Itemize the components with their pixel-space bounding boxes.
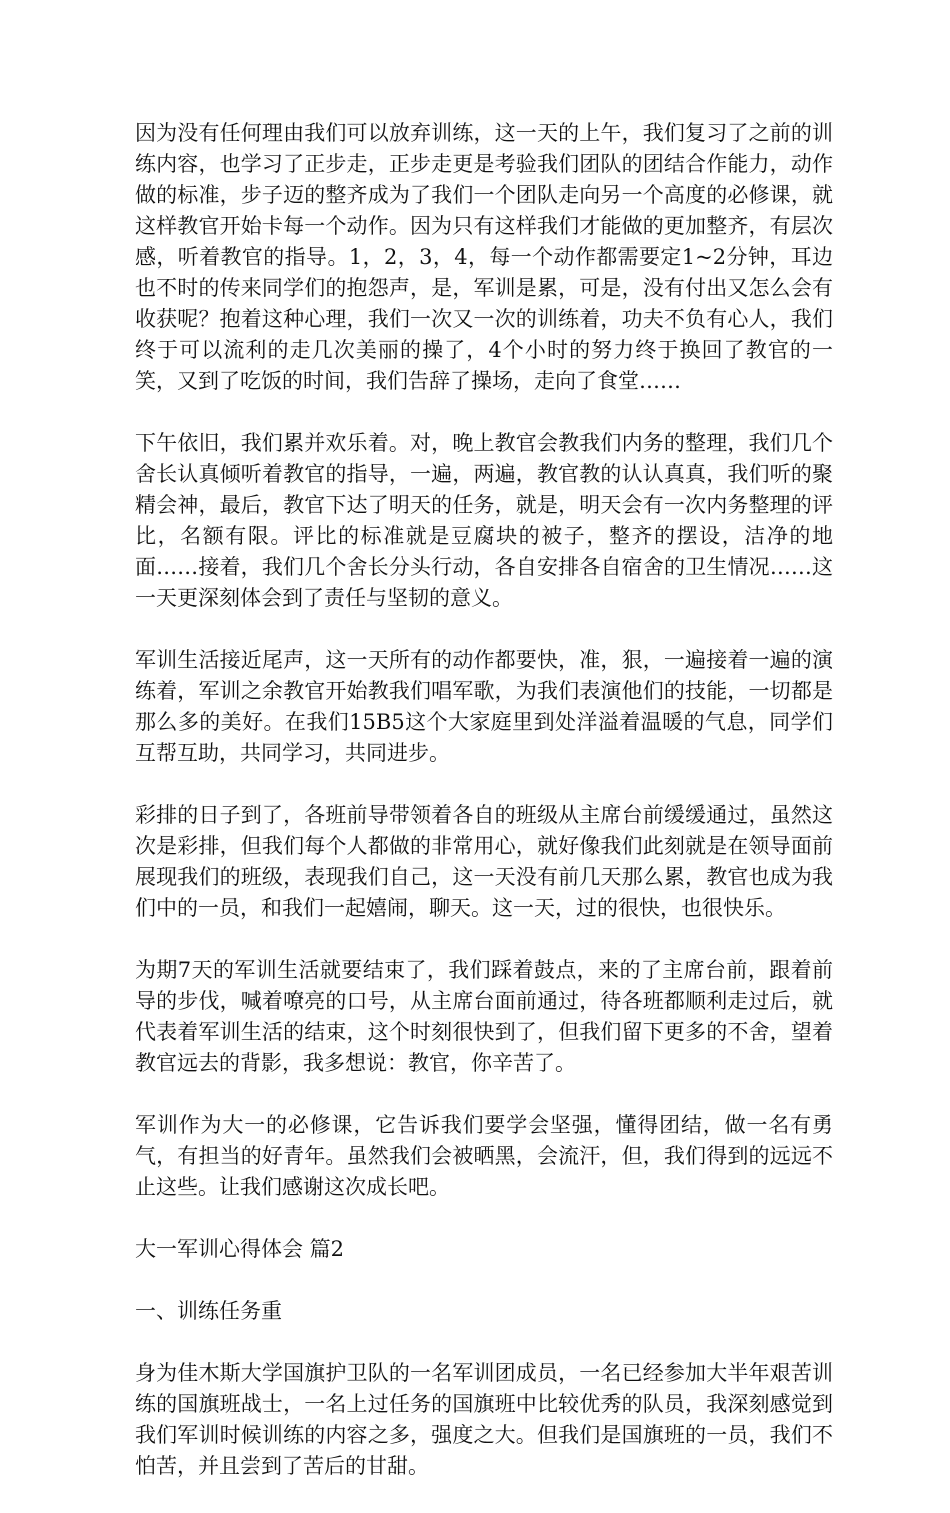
subheading: 一、训练任务重 xyxy=(135,1299,282,1323)
paragraph-5: 为期7天的军训生活就要结束了，我们踩着鼓点，来的了主席台前，跟着前导的步伐，喊着嘹亮的口号，从主席台面前通过，待各班都顺利走过后，就代表着军训生活的结束，这个时刻很快到了，但我们留下更多的不舍，望着教官远去的背影，我多想说：教官，你辛苦了。 xyxy=(135,958,833,1075)
paragraph-4: 彩排的日子到了，各班前导带领着各自的班级从主席台前缓缓通过，虽然这次是彩排，但我们每个人都做的非常用心，就好像我们此刻就是在领导面前展现我们的班级，表现我们自己，这一天没有前几天那么累，教官也成为我们中的一员，和我们一起嬉闹，聊天。这一天，过的很快，也很快乐。 xyxy=(135,803,833,920)
document-body xyxy=(135,118,833,1513)
paragraph-3: 军训生活接近尾声，这一天所有的动作都要快，准，狠，一遍接着一遍的演练着，军训之余教官开始教我们唱军歌，为我们表演他们的技能，一切都是那么多的美好。在我们15B5这个大家庭里到处洋溢着温暖的气息，同学们互帮互助，共同学习，共同进步。 xyxy=(135,648,833,765)
paragraph-2: 下午依旧，我们累并欢乐着。对，晚上教官会教我们内务的整理，我们几个舍长认真倾听着教官的指导，一遍，两遍，教官教的认认真真，我们听的聚精会神，最后，教官下达了明天的任务，就是，明天会有一次内务整理的评比，名额有限。评比的标准就是豆腐块的被子，整齐的摆设，洁净的地面……接着，我们几个舍长分头行动，各自安排各自宿舍的卫生情况……这一天更深刻体会到了责任与坚韧的意义。 xyxy=(135,431,833,610)
paragraph-1: 因为没有任何理由我们可以放弃训练，这一天的上午，我们复习了之前的训练内容，也学习了正步走，正步走更是考验我们团队的团结合作能力，动作做的标准，步子迈的整齐成为了我们一个团队走向另一个高度的必修课，就这样教官开始卡每一个动作。因为只有这样我们才能做的更加整齐，有层次感，听着教官的指导。1，2，3，4，每一个动作都需要定1~2分钟，耳边也不时的传来同学们的抱怨声，是，军训是累，可是，没有付出又怎么会有收获呢？抱着这种心理，我们一次又一次的训练着，功夫不负有心人，我们终于可以流利的走几次美丽的操了，4个小时的努力终于换回了教官的一笑，又到了吃饭的时间，我们告辞了操场，走向了食堂…… xyxy=(135,121,833,393)
section-title: 大一军训心得体会 篇2 xyxy=(135,1237,345,1261)
paragraph-7: 身为佳木斯大学国旗护卫队的一名军训团成员，一名已经参加大半年艰苦训练的国旗班战士，一名上过任务的国旗班中比较优秀的队员，我深刻感觉到我们军训时候训练的内容之多，强度之大。但我们是国旗班的一员，我们不怕苦，并且尝到了苦后的甘甜。 xyxy=(135,1361,833,1478)
paragraph-6: 军训作为大一的必修课，它告诉我们要学会坚强，懂得团结，做一名有勇气，有担当的好青年。虽然我们会被晒黑，会流汗，但，我们得到的远远不止这些。让我们感谢这次成长吧。 xyxy=(135,1113,833,1199)
